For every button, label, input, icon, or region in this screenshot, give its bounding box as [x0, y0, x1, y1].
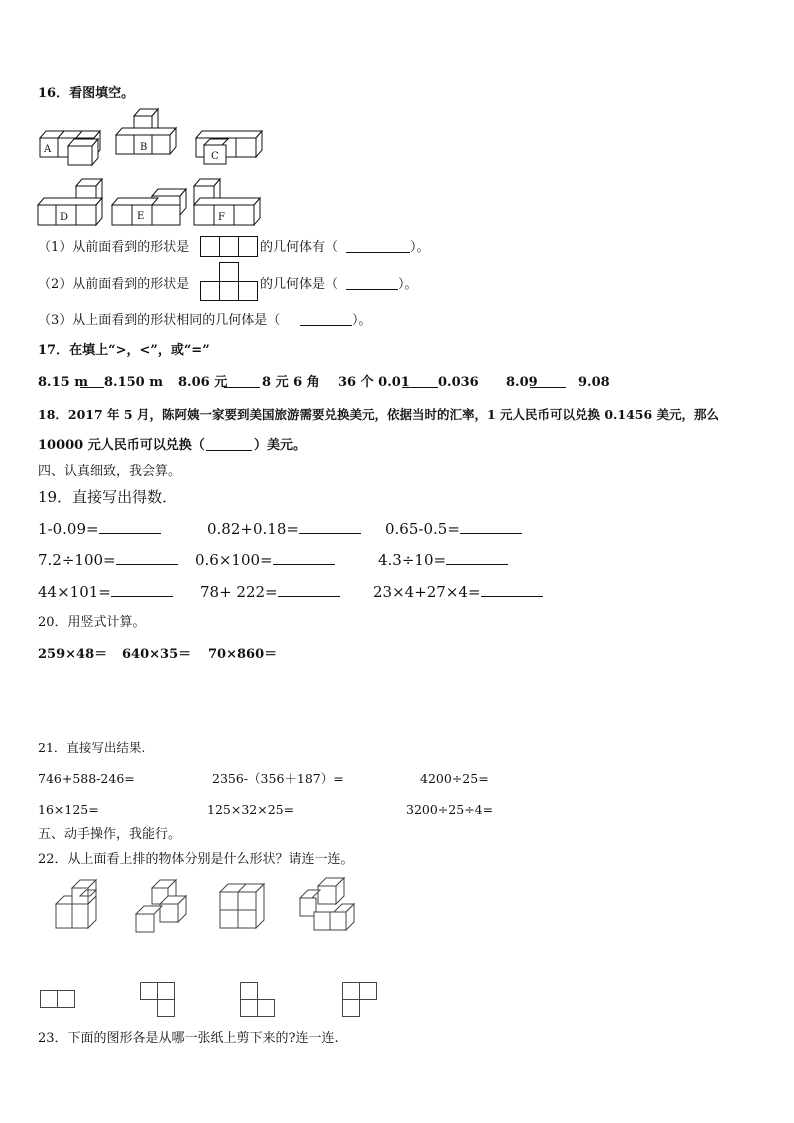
q21-item-3: 4200÷25=: [420, 771, 489, 786]
q19-item-6: 4.3÷10=: [378, 552, 508, 568]
figure-e-cubes: [112, 188, 192, 230]
q21-item-4: 16×125=: [38, 802, 99, 817]
q16-sub1-answer-blank[interactable]: [346, 240, 410, 253]
figure-label-c: C: [211, 151, 219, 162]
q21-item-2: 2356-（356＋187）=: [212, 771, 344, 786]
q16-sub2-close: ）。: [398, 277, 418, 292]
q18-line1: 18．2017 年 5 月，陈阿姨一家要到美国旅游需要兑换美元，依据当时的汇率，1 元人民币可以兑换 0.1456 美元，那么: [38, 407, 720, 422]
figure-label-d: D: [60, 212, 69, 223]
q19-item-1: 1-0.09=: [38, 521, 161, 537]
q22-object-4-cubes: [300, 878, 358, 934]
q16-sub1-suffix: 的几何体有（: [260, 240, 339, 255]
figure-c-cubes: [196, 128, 266, 168]
front-view-t-shape: [200, 262, 258, 302]
q16-sub3-prefix: （3）从上面看到的形状相同的几何体是（: [38, 313, 281, 328]
q17-item-2-blank[interactable]: [224, 375, 260, 388]
q17-item-2-left: 8.06 元: [178, 375, 228, 390]
q17-item-4-left: 8.09: [506, 375, 538, 390]
q16-sub2-suffix: 的几何体是（: [260, 277, 339, 292]
q17-item-1-right: 8.150 m: [104, 375, 163, 390]
figure-label-b: B: [140, 142, 148, 153]
q17-item-1-blank[interactable]: [80, 375, 104, 388]
q17-item-3-right: 0.036: [438, 375, 479, 390]
q20-item-1: 259×48＝: [38, 647, 108, 662]
figure-a-cubes: [40, 128, 110, 164]
q17-item-3-blank[interactable]: [402, 375, 438, 388]
figure-b-cubes: [116, 108, 186, 158]
q16-sub1-close: ）。: [410, 240, 430, 255]
q16-sub2-prefix: （2）从前面看到的形状是: [38, 277, 190, 292]
q22-object-2-cubes: [136, 880, 188, 935]
q16-sub2-answer-blank[interactable]: [346, 277, 398, 290]
q17-heading: 17．在填上“>，<”，或“=”: [38, 343, 210, 358]
q19-item-3: 0.65-0.5=: [385, 521, 522, 537]
section-4-title: 四、认真细致，我会算。: [38, 464, 182, 479]
q16-sub3-answer-blank[interactable]: [300, 313, 352, 326]
q20-heading: 20．用竖式计算。: [38, 615, 146, 630]
figure-label-a: A: [44, 144, 52, 155]
q22-heading: 22．从上面看上排的物体分别是什么形状？请连一连。: [38, 852, 354, 867]
q22-view-shape-2: [140, 982, 176, 1018]
q19-item-4: 7.2÷100=: [38, 552, 178, 568]
q19-item-2: 0.82+0.18=: [207, 521, 361, 537]
q19-heading: 19．直接写出得数．: [38, 488, 178, 506]
q21-item-6: 3200÷25÷4=: [406, 802, 494, 817]
q17-item-1-left: 8.15 m: [38, 375, 88, 390]
q21-item-5: 125×32×25=: [207, 802, 295, 817]
q16-sub3-close: ）。: [352, 313, 372, 328]
q16-heading: 16．看图填空。: [38, 86, 135, 101]
q17-item-2-right: 8 元 6 角: [262, 375, 320, 390]
figure-f-cubes: [194, 178, 264, 230]
figure-label-f: F: [218, 212, 225, 223]
q19-item-9: 23×4+27×4=: [373, 584, 543, 600]
q22-object-1-cubes: [56, 880, 106, 932]
q21-heading: 21．直接写出结果.: [38, 740, 146, 755]
front-view-three-squares: [200, 236, 258, 258]
q18-answer-blank[interactable]: [206, 438, 252, 451]
q20-item-3: 70×860＝: [208, 647, 278, 662]
figure-label-e: E: [137, 211, 145, 222]
q17-item-3-left: 36 个 0.01: [338, 375, 410, 390]
section-5-title: 五、动手操作，我能行。: [38, 827, 182, 842]
q18-line2-suffix: ）美元。: [254, 438, 307, 453]
q22-object-3-cubes: [220, 884, 268, 932]
q19-item-5: 0.6×100=: [195, 552, 335, 568]
q20-item-2: 640×35＝: [122, 647, 192, 662]
q21-item-1: 746+588-246=: [38, 771, 135, 786]
q19-item-7: 44×101=: [38, 584, 173, 600]
q23-heading: 23．下面的图形各是从哪一张纸上剪下来的?连一连.: [38, 1031, 339, 1046]
q18-line2-prefix: 10000 元人民币可以兑换（: [38, 438, 205, 453]
q17-item-4-right: 9.08: [578, 375, 610, 390]
q22-view-shape-1: [40, 990, 76, 1010]
q22-view-shape-4: [342, 982, 378, 1018]
q17-item-4-blank[interactable]: [530, 375, 566, 388]
figure-d-cubes: [38, 178, 108, 230]
q19-item-8: 78+ 222=: [200, 584, 340, 600]
q22-view-shape-3: [240, 982, 276, 1018]
q16-sub1-prefix: （1）从前面看到的形状是: [38, 240, 190, 255]
